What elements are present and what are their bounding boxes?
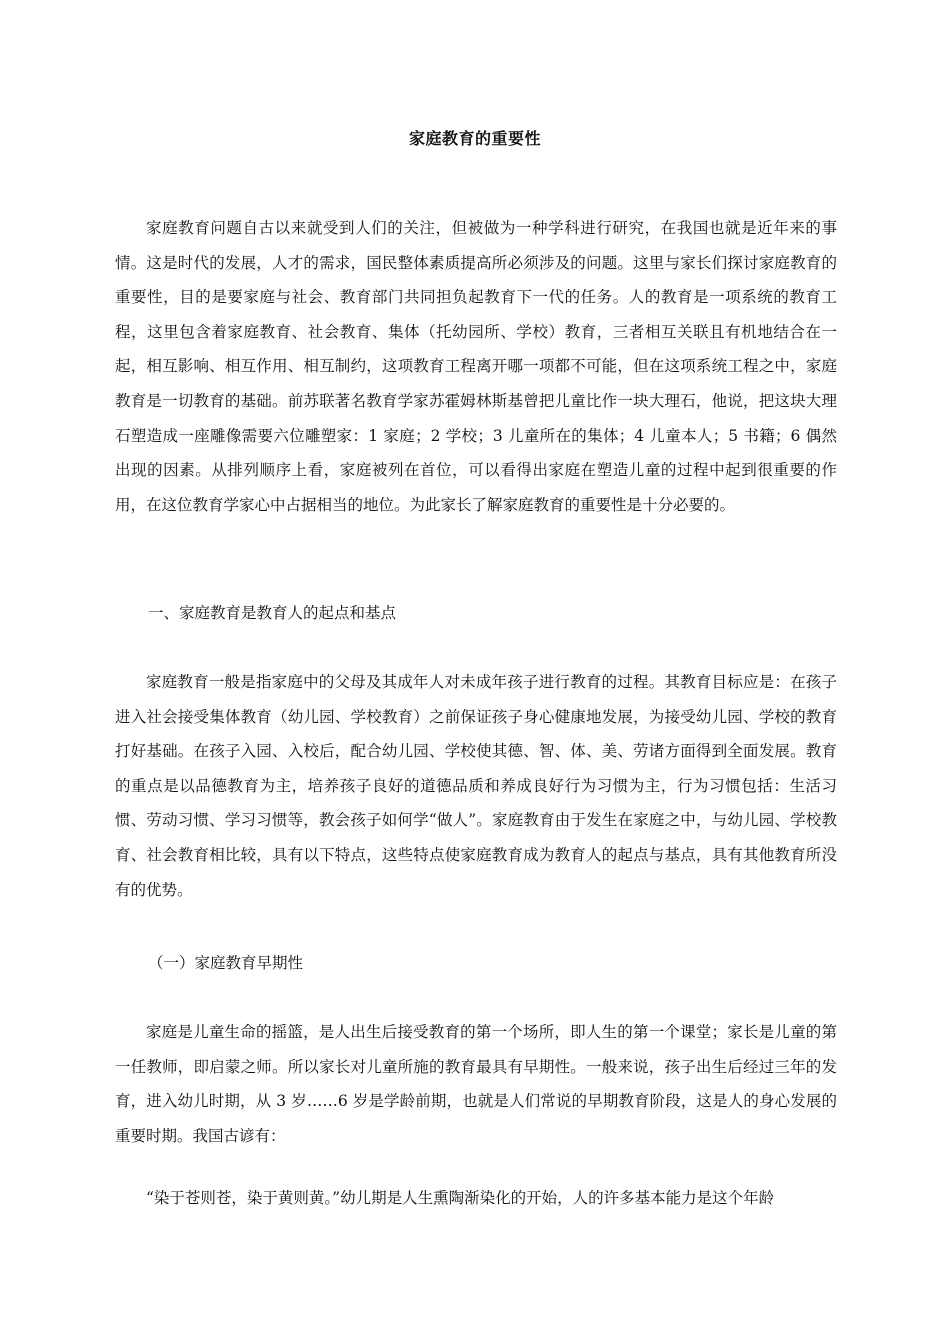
body-paragraph-subsection-1: 家庭是儿童生命的摇篮，是人出生后接受教育的第一个场所，即人生的第一个课堂；家长是儿童的第一任教师，即启蒙之师。所以家长对儿童所施的教育最具有早期性。一般来说，孩子出生后经过三年的发育，进入幼儿时期，从 3 岁……6 岁是学龄前期，也就是人们常说的早期教育阶段，这是人的身心发展的重要时期。我国古谚有： (115, 1023, 837, 1145)
body-paragraph-intro: 家庭教育问题自古以来就受到人们的关注，但被做为一种学科进行研究，在我国也就是近年来的事情。这是时代的发展，人才的需求，国民整体素质提高所必须涉及的问题。这里与家长们探讨家庭教育的重要性，目的是要家庭与社会、教育部门共同担负起教育下一代的任务。人的教育是一项系统的教育工程，这里包含着家庭教育、社会教育、集体（托幼园所、学校）教育，三者相互关联且有机地结合在一起，相互影响、相互作用、相互制约，这项教育工程离开哪一项都不可能，但在这项系统工程之中，家庭教育是一切教育的基础。前苏联著名教育学家苏霍姆林斯基曾把儿童比作一块大理石，他说，把这块大理石塑造成一座雕像需要六位雕塑家：1 家庭；2 学校；3 儿童所在的集体；4 儿童本人；5 书籍；6 偶然出现的因素。从排列顺序上看，家庭被列在首位，可以看得出家庭在塑造儿童的过程中起到很重要的作用，在这位教育学家心中占据相当的地位。为此家长了解家庭教育的重要性是十分必要的。 (115, 219, 837, 514)
body-paragraph-proverb: “染于苍则苍，染于黄则黄。”幼儿期是人生熏陶渐染化的开始，人的许多基本能力是这个年龄 (146, 1189, 775, 1207)
section-heading-1: 一、家庭教育是教育人的起点和基点 (148, 604, 397, 622)
document-title: 家庭教育的重要性 (408, 129, 541, 148)
subsection-heading-1: （一）家庭教育早期性 (148, 954, 304, 972)
body-paragraph-section-1: 家庭教育一般是指家庭中的父母及其成年人对未成年孩子进行教育的过程。其教育目标应是：在孩子进入社会接受集体教育（幼儿园、学校教育）之前保证孩子身心健康地发展，为接受幼儿园、学校的教育打好基础。在孩子入园、入校后，配合幼儿园、学校使其德、智、体、美、劳诸方面得到全面发展。教育的重点是以品德教育为主，培养孩子良好的道德品质和养成良好行为习惯为主，行为习惯包括：生活习惯、劳动习惯、学习习惯等，教会孩子如何学“做人”。家庭教育由于发生在家庭之中，与幼儿园、学校教育、社会教育相比较，具有以下特点，这些特点使家庭教育成为教育人的起点与基点，具有其他教育所没有的优势。 (115, 673, 837, 899)
